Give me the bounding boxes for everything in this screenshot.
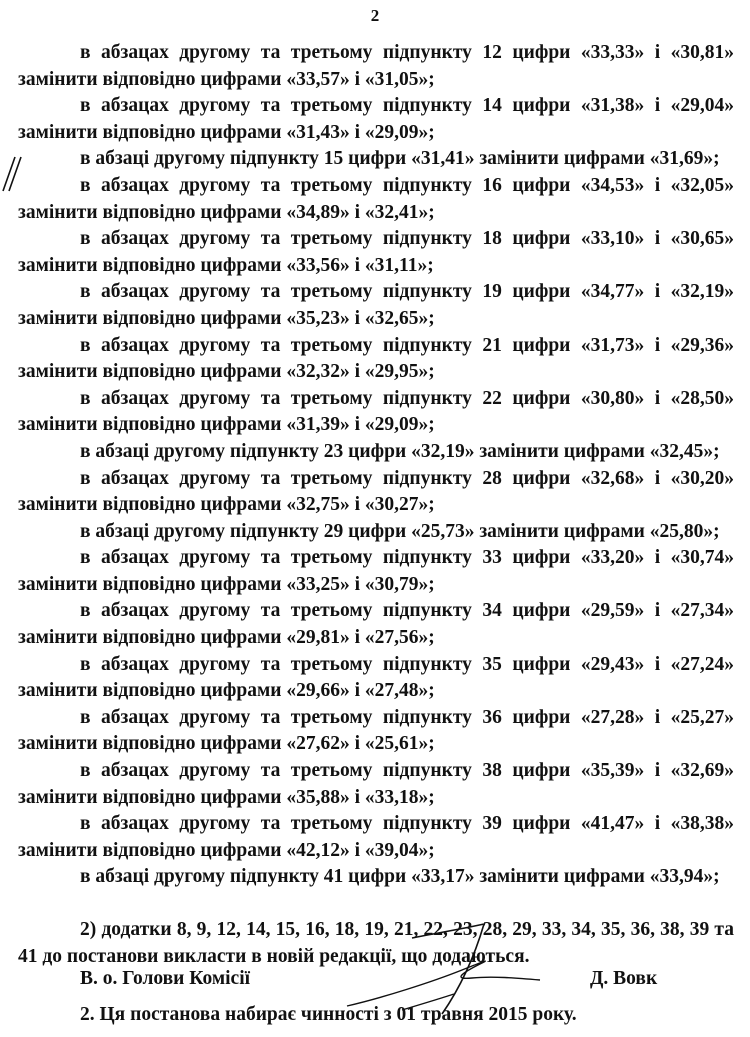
amendment-paragraph: в абзаці другому підпункту 41 цифри «33,17» замінити цифрами «33,94»;: [80, 866, 720, 888]
amendment-paragraph: в абзацах другому та третьому підпункту 18 цифри «33,10» і «30,65» замінити відповідно цифрами «33,56» і «31,11»;: [18, 228, 734, 276]
effective-date-clause: 2. Ця постанова набирає чинності з 01 травня 2015 року.: [80, 1004, 577, 1026]
amendment-paragraph: в абзацах другому та третьому підпункту 35 цифри «29,43» і «27,24» замінити відповідно цифрами «29,66» і «27,48»;: [18, 653, 734, 702]
item-2-paragraph: 2) додатки 8, 9, 12, 14, 15, 16, 18, 19, 21, 22, 23, 28, 29, 33, 34, 35, 36, 38, 39 та 41 до постанови викласти в новій редакції, що додаються.: [18, 919, 734, 967]
amendment-paragraph: в абзаці другому підпункту 29 цифри «25,73» замінити цифрами «25,80»;: [80, 520, 720, 542]
amendment-paragraph: в абзацах другому та третьому підпункту 36 цифри «27,28» і «25,27» замінити відповідно цифрами «27,62» і «25,61»;: [18, 706, 734, 755]
amendment-paragraph: в абзаці другому підпункту 23 цифри «32,19» замінити цифрами «32,45»;: [80, 440, 720, 462]
amendment-paragraph: в абзацах другому та третьому підпункту 39 цифри «41,47» і «38,38» замінити відповідно цифрами «42,12» і «39,04»;: [18, 813, 734, 861]
signatory-role: В. о. Голови Комісії: [80, 968, 251, 989]
amendment-paragraph: в абзацах другому та третьому підпункту 28 цифри «32,68» і «30,20» замінити відповідно цифрами «32,75» і «30,27»;: [18, 467, 734, 516]
amendment-paragraph: в абзацах другому та третьому підпункту 33 цифри «33,20» і «30,74» замінити відповідно цифрами «33,25» і «30,79»;: [18, 547, 734, 595]
spacer: [18, 891, 734, 917]
page-number: 2: [370, 6, 380, 25]
amendment-paragraph: в абзацах другому та третьому підпункту 22 цифри «30,80» і «28,50» замінити відповідно цифрами «31,39» і «29,09»;: [18, 387, 734, 436]
signature-block: [80, 958, 680, 1028]
amendment-paragraph: в абзаці другому підпункту 15 цифри «31,41» замінити цифрами «31,69»;: [80, 148, 720, 170]
handwritten-signature: [342, 918, 542, 1018]
amendment-paragraph: в абзацах другому та третьому підпункту 19 цифри «34,77» і «32,19» замінити відповідно цифрами «35,23» і «32,65»;: [18, 281, 734, 329]
amendment-paragraph: в абзацах другому та третьому підпункту 34 цифри «29,59» і «27,34» замінити відповідно цифрами «29,81» і «27,56»;: [18, 600, 734, 649]
amendment-paragraph: в абзацах другому та третьому підпункту 12 цифри «33,33» і «30,81» замінити відповідно цифрами «33,57» і «31,05»;: [18, 42, 734, 90]
amendment-paragraph: в абзацах другому та третьому підпункту 14 цифри «31,38» і «29,04» замінити відповідно цифрами «31,43» і «29,09»;: [18, 95, 734, 143]
amendment-paragraph: в абзацах другому та третьому підпункту 38 цифри «35,39» і «32,69» замінити відповідно цифрами «35,88» і «33,18»;: [18, 760, 734, 808]
signatory-name: Д. Вовк: [590, 968, 658, 989]
document-body: [18, 40, 734, 1029]
amendment-paragraph: в абзацах другому та третьому підпункту 21 цифри «31,73» і «29,36» замінити відповідно цифрами «32,32» і «29,95»;: [18, 334, 734, 383]
amendment-paragraph: в абзацах другому та третьому підпункту 16 цифри «34,53» і «32,05» замінити відповідно цифрами «34,89» і «32,41»;: [18, 174, 734, 223]
